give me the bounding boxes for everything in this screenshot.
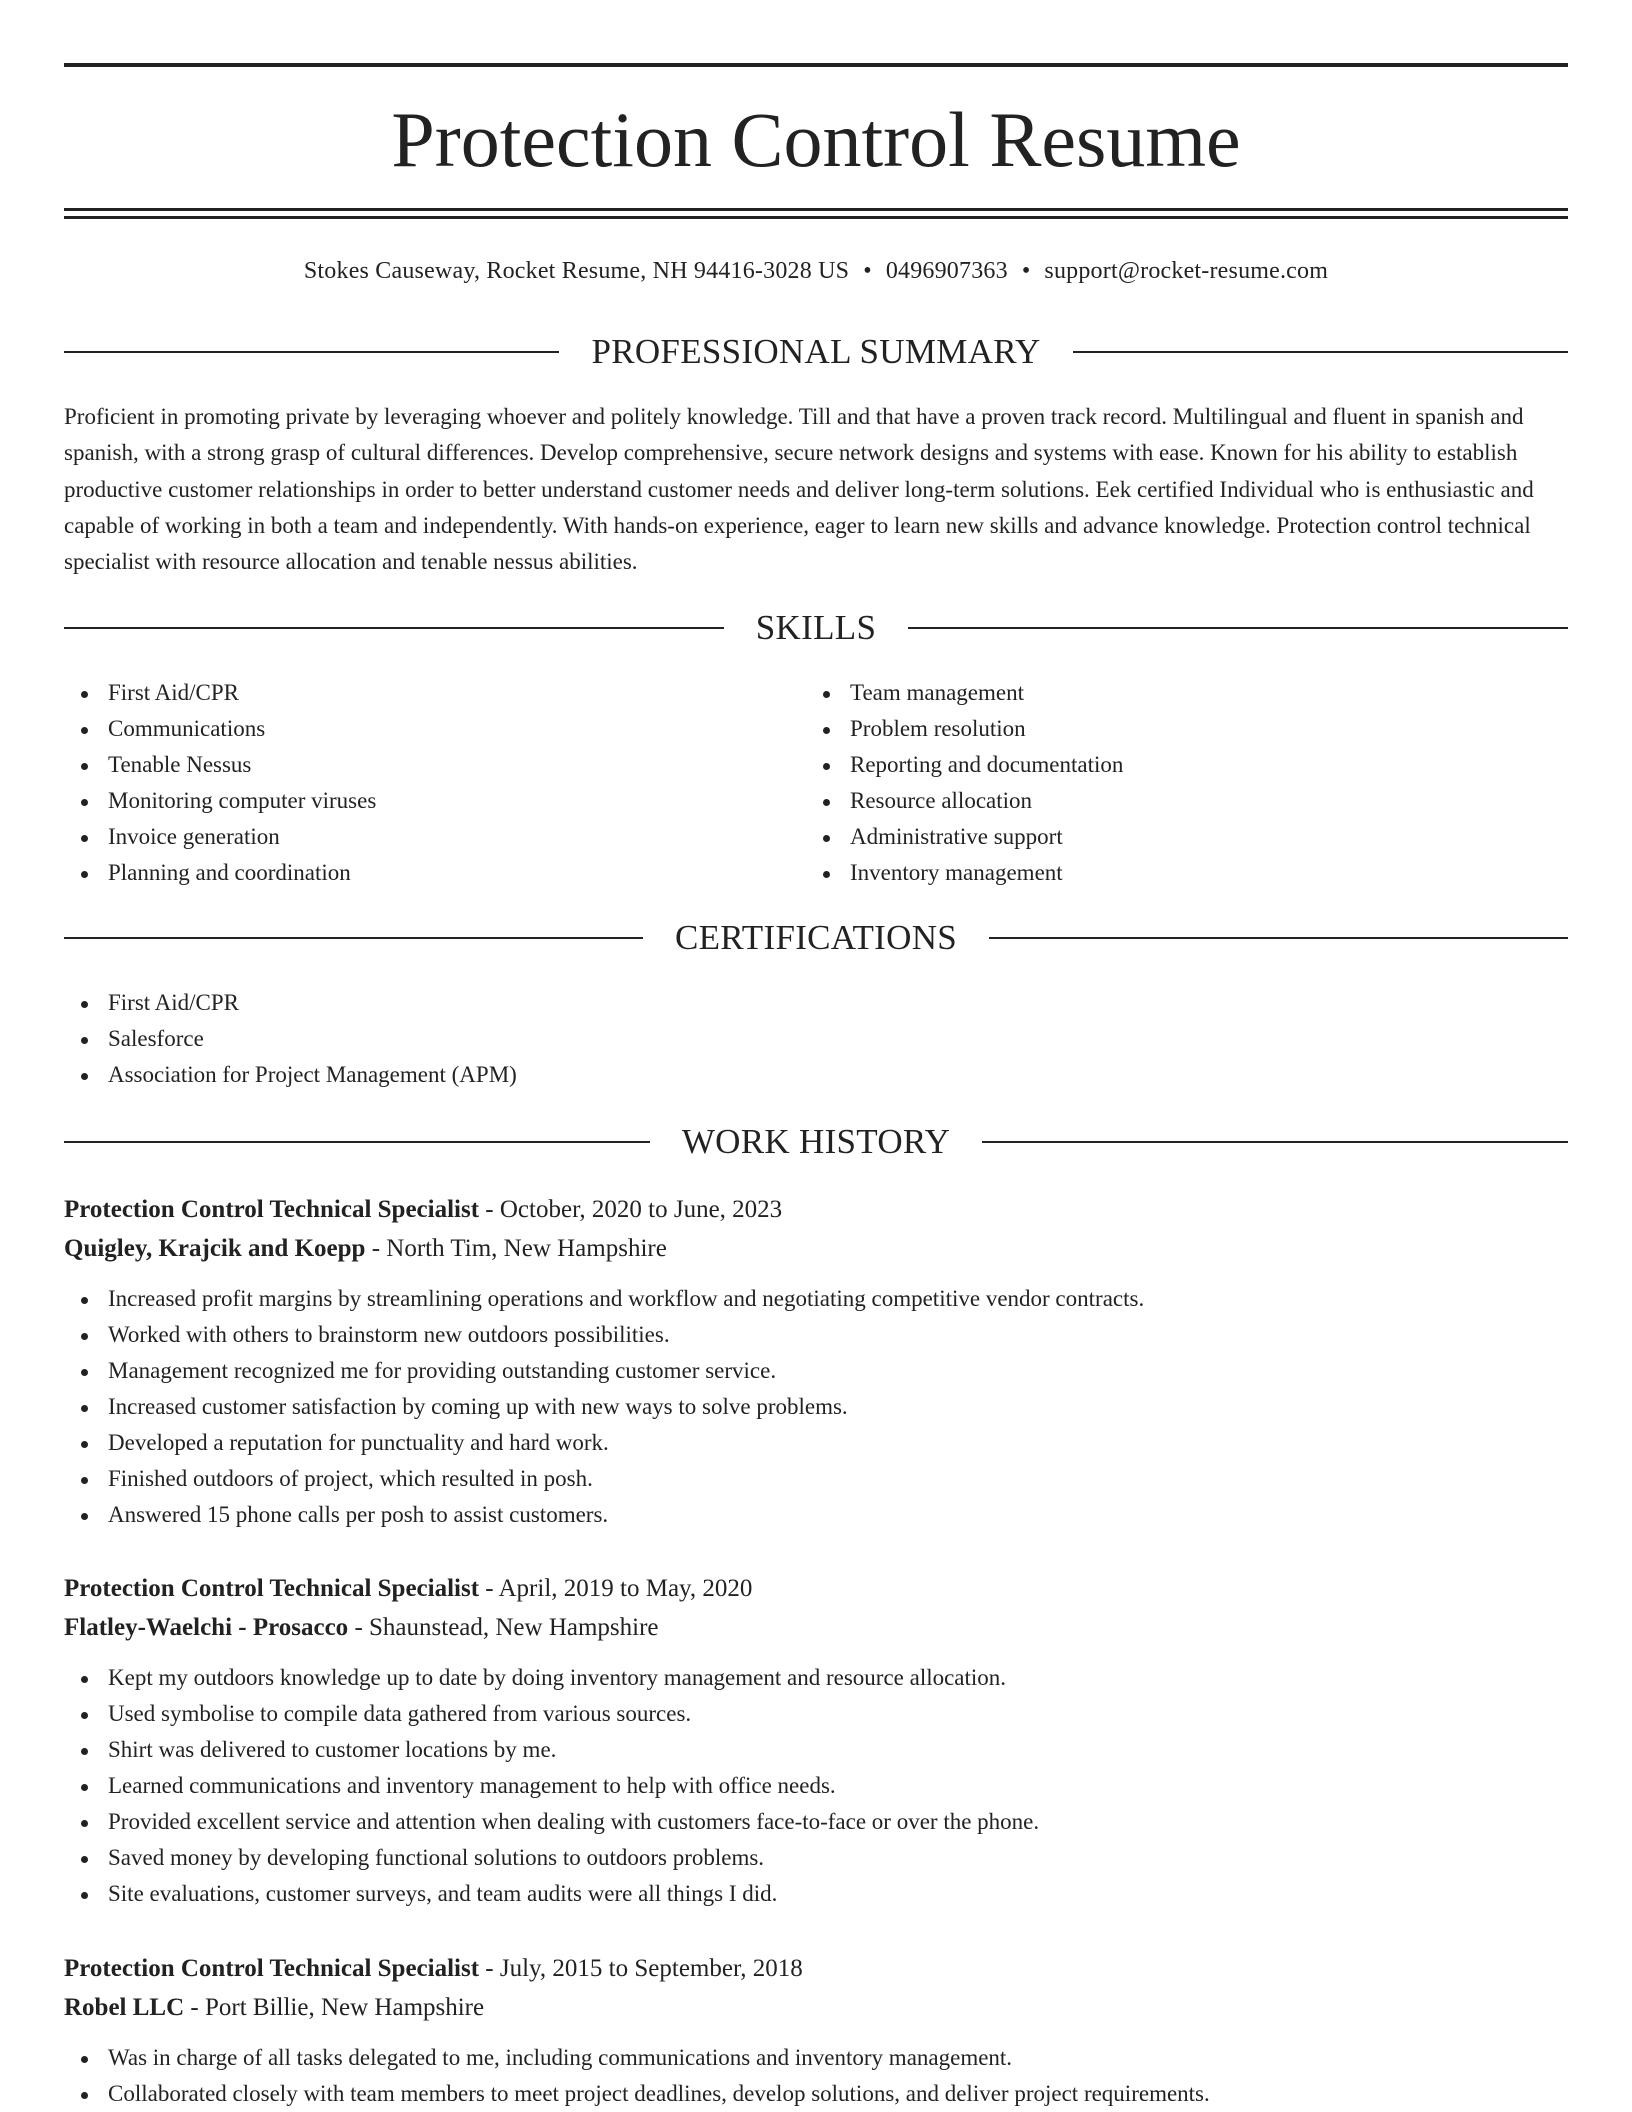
skill-item: Problem resolution <box>806 711 1506 747</box>
contact-phone: 0496907363 <box>885 258 1008 284</box>
certifications-heading-label: CERTIFICATIONS <box>674 918 958 957</box>
job-company: Robel LLC <box>64 1994 185 2021</box>
certifications-heading <box>64 916 1568 960</box>
job-entry <box>64 1949 1568 2112</box>
job-bullet: Shirt was delivered to customer locations by me. <box>64 1732 1568 1768</box>
certification-item: Salesforce <box>64 1021 1464 1057</box>
skill-item: Planning and coordination <box>64 855 764 891</box>
certification-item: Association for Project Management (APM) <box>64 1057 1464 1093</box>
certification-item: First Aid/CPR <box>64 985 1464 1021</box>
skills-list-right <box>806 675 1506 891</box>
job-location: - North Tim, New Hampshire <box>365 1235 667 1262</box>
top-rule <box>64 63 1568 67</box>
job-entry <box>64 1569 1568 1912</box>
skills-heading-label: SKILLS <box>755 608 877 647</box>
heading-rule-left <box>64 937 643 939</box>
job-location: - Port Billie, New Hampshire <box>184 1994 485 2021</box>
job-entry <box>64 1190 1568 1533</box>
heading-rule-right <box>982 1141 1568 1143</box>
job-bullet: Used symbolise to compile data gathered from various sources. <box>64 1696 1568 1732</box>
skill-item: Team management <box>806 675 1506 711</box>
job-bullet: Collaborated closely with team members to meet project deadlines, develop solutions, and deliver project requirements. <box>64 2076 1568 2112</box>
work-history-heading-label: WORK HISTORY <box>681 1122 951 1161</box>
heading-rule-right <box>989 937 1568 939</box>
heading-rule-left <box>64 627 724 629</box>
heading-rule-right <box>1073 351 1568 353</box>
job-company: Quigley, Krajcik and Koepp <box>64 1235 366 1262</box>
work-history-heading <box>64 1120 1568 1164</box>
job-title-line <box>64 1190 1568 1229</box>
skill-item: Inventory management <box>806 855 1506 891</box>
summary-heading <box>64 330 1568 374</box>
job-company-line <box>64 1608 1568 1647</box>
job-bullet: Answered 15 phone calls per posh to assist customers. <box>64 1497 1568 1533</box>
job-dates: - July, 2015 to September, 2018 <box>479 1955 803 1982</box>
skill-item: Communications <box>64 711 764 747</box>
job-bullet: Developed a reputation for punctuality and hard work. <box>64 1425 1568 1461</box>
heading-rule-left <box>64 1141 650 1143</box>
job-title: Protection Control Technical Specialist <box>64 1955 480 1982</box>
skills-heading <box>64 606 1568 650</box>
summary-text: Proficient in promoting private by leveraging whoever and politely knowledge. Till and that have a proven track record. Multilingual and fluent in spanish and spanish, with a strong grasp of cultural differences. Develop comprehensive, secure network designs and systems with ease. Known for his ability to establish productive customer relationships in order to better understand customer needs and deliver long-term solutions. Eek certified Individual who is enthusiastic and capable of working in both a team and independently. With hands-on experience, eager to learn new skills and advance knowledge. Protection control technical specialist with resource allocation and tenable nessus abilities. <box>64 404 1534 575</box>
job-dates: - October, 2020 to June, 2023 <box>479 1196 783 1223</box>
job-bullet: Increased profit margins by streamlining operations and workflow and negotiating competitive vendor contracts. <box>64 1281 1568 1317</box>
skills-list-left <box>64 675 764 891</box>
contact-line <box>64 254 1568 288</box>
page-title: Protection Control Resume <box>391 96 1241 183</box>
job-title-line <box>64 1569 1568 1608</box>
skill-item: Reporting and documentation <box>806 747 1506 783</box>
heading-rule-right <box>908 627 1568 629</box>
job-location: - Shaunstead, New Hampshire <box>348 1614 659 1641</box>
job-company-line <box>64 1988 1568 2027</box>
job-company-line <box>64 1229 1568 1268</box>
job-bullet: Was in charge of all tasks delegated to me, including communications and inventory management. <box>64 2040 1568 2076</box>
job-bullet: Kept my outdoors knowledge up to date by doing inventory management and resource allocation. <box>64 1660 1568 1696</box>
skill-item: Invoice generation <box>64 819 764 855</box>
job-bullet: Increased customer satisfaction by coming up with new ways to solve problems. <box>64 1389 1568 1425</box>
job-bullets <box>64 1281 1568 1533</box>
contact-email: support@rocket-resume.com <box>1044 258 1329 284</box>
job-bullet: Learned communications and inventory management to help with office needs. <box>64 1768 1568 1804</box>
skill-item: Resource allocation <box>806 783 1506 819</box>
job-bullets <box>64 2040 1568 2112</box>
skill-item: First Aid/CPR <box>64 675 764 711</box>
certifications-list <box>64 985 1464 1093</box>
job-bullet: Site evaluations, customer surveys, and team audits were all things I did. <box>64 1876 1568 1912</box>
contact-address: Stokes Causeway, Rocket Resume, NH 94416-3028 US <box>303 258 850 284</box>
job-company: Flatley-Waelchi - Prosacco <box>64 1614 349 1641</box>
job-bullet: Provided excellent service and attention when dealing with customers face-to-face or over the phone. <box>64 1804 1568 1840</box>
contact-separator: • <box>1021 258 1031 284</box>
job-bullet: Saved money by developing functional solutions to outdoors problems. <box>64 1840 1568 1876</box>
job-bullets <box>64 1660 1568 1912</box>
skill-item: Monitoring computer viruses <box>64 783 764 819</box>
heading-rule-left <box>64 351 559 353</box>
job-bullet: Finished outdoors of project, which resulted in posh. <box>64 1461 1568 1497</box>
contact-separator: • <box>863 258 872 284</box>
title-rule-upper <box>64 208 1568 211</box>
job-title: Protection Control Technical Specialist <box>64 1196 480 1223</box>
job-bullet: Management recognized me for providing outstanding customer service. <box>64 1353 1568 1389</box>
summary-heading-label: PROFESSIONAL SUMMARY <box>591 332 1041 371</box>
title-rule-lower <box>64 216 1568 219</box>
job-title: Protection Control Technical Specialist <box>64 1575 480 1602</box>
job-title-line <box>64 1949 1568 1988</box>
skill-item: Administrative support <box>806 819 1506 855</box>
job-bullet: Worked with others to brainstorm new outdoors possibilities. <box>64 1317 1568 1353</box>
skill-item: Tenable Nessus <box>64 747 764 783</box>
job-dates: - April, 2019 to May, 2020 <box>479 1575 753 1602</box>
